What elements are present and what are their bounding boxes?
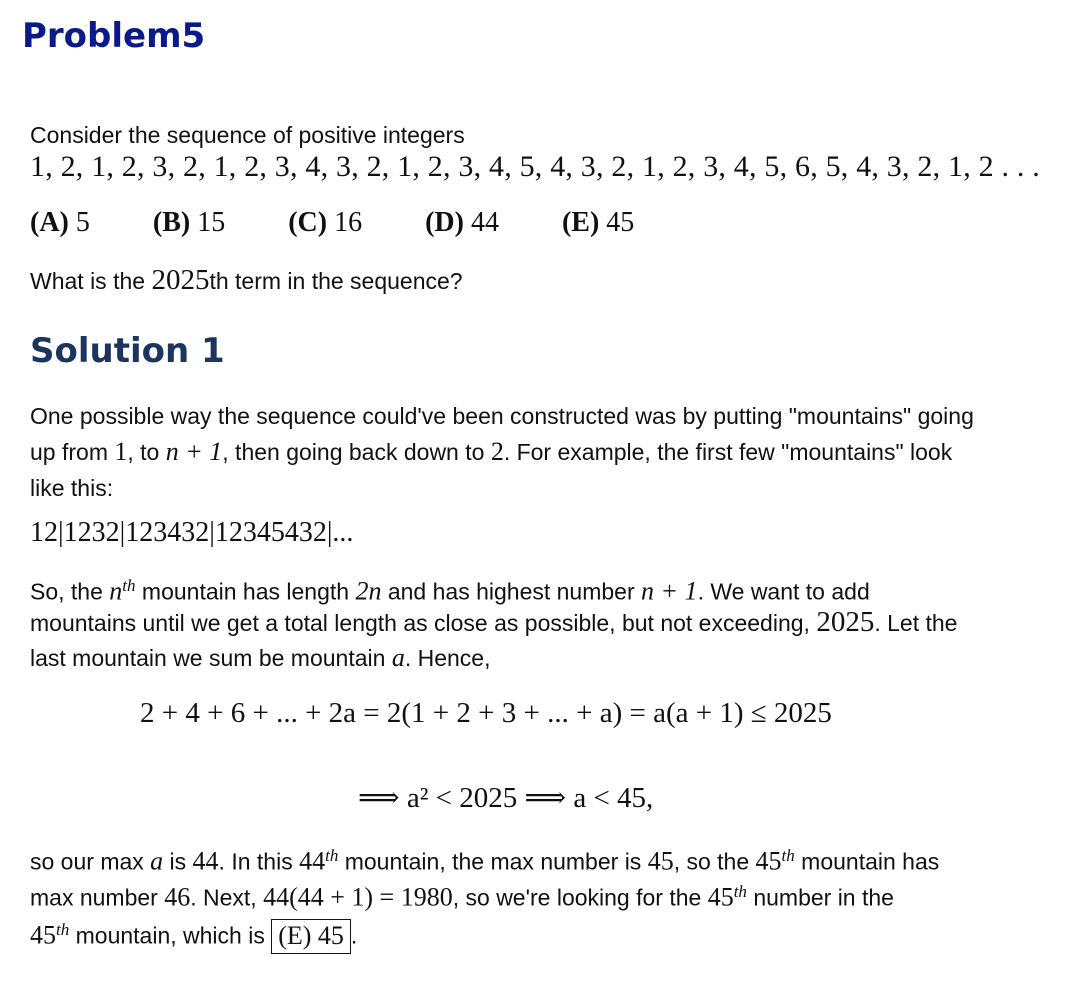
choice-e — [562, 207, 634, 239]
question-number: 2025 — [151, 264, 210, 296]
math: 2n — [355, 576, 382, 606]
text: so our max — [30, 848, 151, 875]
question-text: th term in the sequence? — [209, 268, 463, 294]
text: . We want to add — [697, 578, 870, 605]
text: , so we're looking for the — [452, 884, 708, 911]
choice-label: (E) — [561, 207, 600, 238]
problem-title: Problem5 — [22, 16, 206, 56]
text: and has highest number — [381, 578, 642, 605]
text: mountain has length — [135, 578, 356, 605]
problem-intro: Consider the sequence of positive integers — [30, 122, 465, 148]
text: max number — [30, 884, 165, 911]
math: 44 — [299, 846, 326, 876]
math: 45 — [30, 920, 56, 950]
math: 45 — [707, 882, 734, 912]
superscript: th — [781, 846, 795, 865]
text: mountain, which is — [69, 922, 272, 949]
question — [30, 264, 463, 297]
choice-value: 45 — [606, 207, 635, 238]
choice-b — [153, 207, 225, 239]
choice-label: (D) — [425, 207, 464, 238]
equation-implication: ⟹ a² < 2025 ⟹ a < 45, — [358, 782, 654, 814]
math: n — [109, 576, 123, 606]
math: n + 1 — [641, 576, 698, 606]
text: . For example, the first few "mountains" look — [503, 439, 953, 465]
choice-value: 15 — [197, 207, 226, 238]
choice-label: (B) — [152, 207, 191, 238]
solution-p2-line1 — [30, 570, 870, 608]
math: 2025 — [816, 606, 875, 638]
text: , then going back down to — [222, 439, 491, 465]
text: last mountain we sum be mountain — [30, 645, 392, 671]
solution-p1-line1: One possible way the sequence could've been constructed was by putting "mountains" going — [30, 403, 974, 429]
math: a — [150, 846, 164, 876]
solution-p1-line2 — [30, 436, 952, 468]
equation-sum: 2 + 4 + 6 + ... + 2a = 2(1 + 2 + 3 + ... + a) = a(a + 1) ≤ 2025 — [140, 697, 832, 729]
solution-p1-line3: like this: — [30, 475, 114, 501]
superscript: th — [56, 920, 70, 939]
text: . Next, — [190, 884, 264, 911]
solution-p2-line2 — [30, 606, 957, 639]
math: 46 — [164, 882, 191, 912]
text: is — [163, 848, 193, 875]
math: 1 — [114, 437, 128, 466]
text: . — [350, 922, 358, 949]
choice-value: 44 — [470, 207, 499, 238]
sequence: 1, 2, 1, 2, 3, 2, 1, 2, 3, 4, 3, 2, 1, 2, 3, 4, 5, 4, 3, 2, 1, 2, 3, 4, 5, 6, 5, 4, 3, 2, 1, 2 . . . — [30, 150, 1040, 183]
choice-label: (C) — [288, 207, 328, 238]
text: . Let the — [874, 610, 958, 636]
superscript: th — [122, 576, 136, 595]
text: So, the — [30, 578, 110, 605]
superscript: th — [733, 882, 747, 901]
solution-p3-line2 — [30, 876, 894, 914]
choice-a — [30, 207, 90, 239]
text: , so the — [673, 848, 756, 875]
math: a — [391, 643, 405, 672]
text: , to — [127, 439, 166, 465]
question-text: What is the — [30, 268, 152, 294]
choice-value: 5 — [75, 207, 90, 238]
solution-p3-line3 — [30, 914, 357, 954]
choice-label: (A) — [30, 207, 69, 238]
text: . In this — [218, 848, 300, 875]
solution-heading: Solution 1 — [30, 331, 225, 371]
boxed-answer: (E) 45 — [271, 919, 351, 954]
math: 44(44 + 1) = 1980 — [263, 882, 453, 912]
superscript: th — [325, 846, 339, 865]
solution-p3-line1 — [30, 840, 939, 878]
math: 44 — [192, 846, 219, 876]
text: number in the — [746, 884, 894, 911]
text: . Hence, — [404, 645, 491, 671]
text: mountains until we get a total length as close as possible, but not exceeding, — [30, 610, 817, 636]
math: 45 — [647, 846, 674, 876]
answer-choices — [30, 207, 690, 239]
math: 2 — [490, 437, 504, 466]
text: mountain, the max number is — [338, 848, 648, 875]
math: 45 — [755, 846, 782, 876]
math: n + 1 — [165, 437, 223, 466]
text: up from — [30, 439, 115, 465]
choice-d — [425, 207, 499, 239]
choice-c — [288, 207, 362, 239]
choice-value: 16 — [334, 207, 363, 238]
solution-p2-line3 — [30, 642, 490, 674]
text: mountain has — [794, 848, 940, 875]
mountains-example: 12|1232|123432|12345432|... — [30, 517, 354, 548]
